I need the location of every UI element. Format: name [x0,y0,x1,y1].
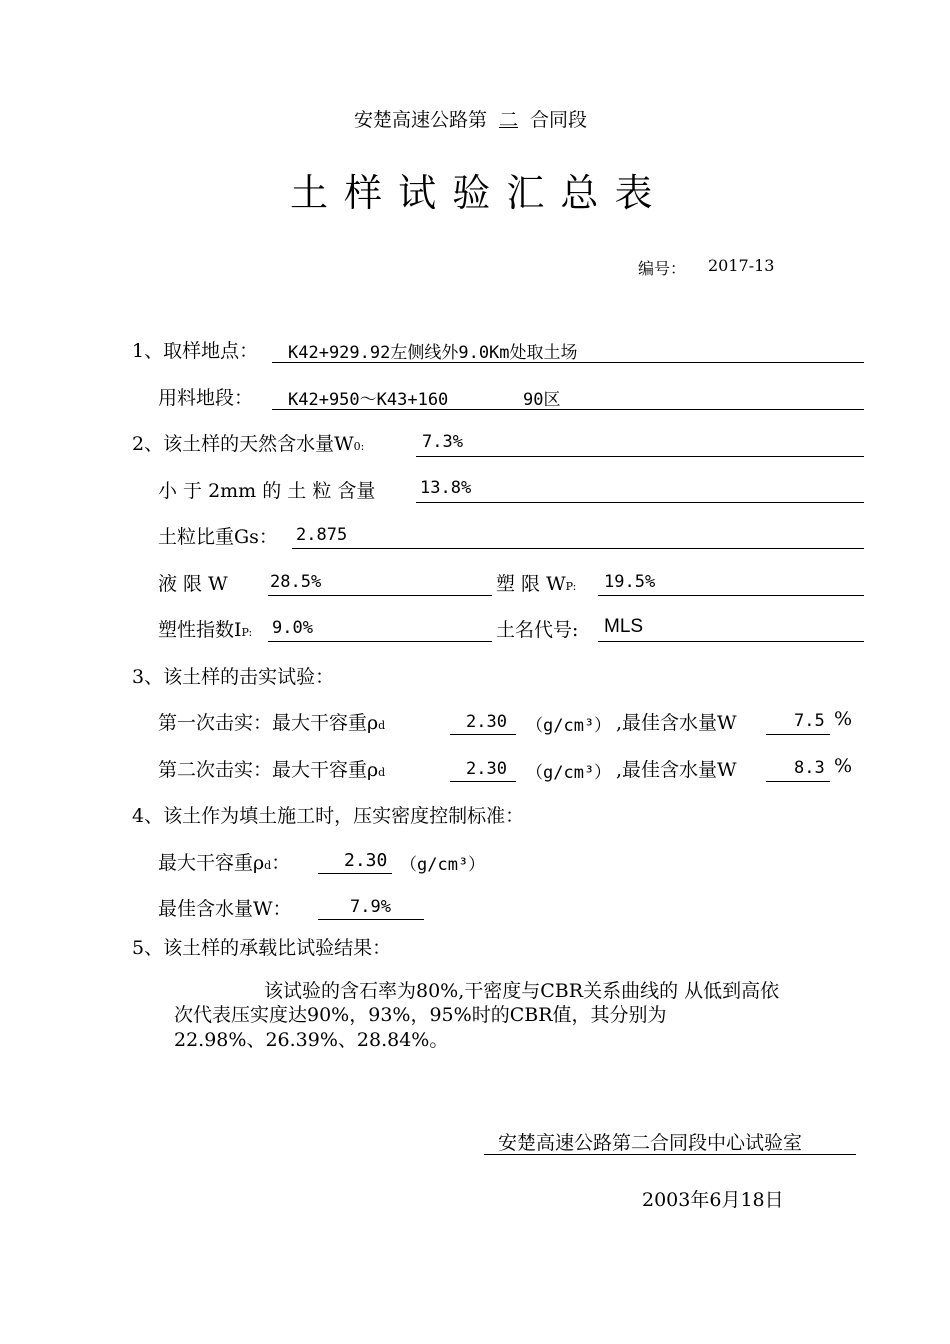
sampling-location-value: K42+929.92左侧线外9.0Km处取土场 [288,343,578,363]
natural-water-sub: 0: [353,440,365,453]
fill-density-label [158,848,290,875]
underline [598,595,864,596]
compaction-2-pct: % [834,755,853,777]
plastic-limit-value: 19.5% [604,572,656,592]
compaction-test-label: 3、该土样的击实试验： [132,666,335,688]
fill-water-value: 7.9% [350,897,391,917]
compaction-1-water-value: 7.5 [794,711,825,731]
underline [450,781,516,782]
underline [318,873,392,874]
natural-water-label-text: 2、该土样的天然含水量W [132,433,354,455]
underline [292,548,864,549]
soil-code-label: 土名代号: [496,619,579,641]
fill-water-label: 最佳含水量W： [158,898,292,920]
plastic-limit-label-text: 塑 限 W [496,573,566,595]
plastic-limit-label [496,569,576,596]
plasticity-index-value: 9.0% [272,618,313,638]
fill-density-value: 2.30 [344,850,388,871]
fill-density-unit: （g/cm³） [400,855,486,875]
natural-water-value: 7.3% [422,432,463,452]
compaction-2-sub: d [378,766,386,779]
liquid-limit-label: 液 限 W [158,573,228,595]
cbr-text-line-1: 该试验的含石率为80%,干密度与CBR关系曲线的 从低到高依 [264,980,780,1002]
underline [272,409,864,410]
fine-content-label: 小 于 2mm 的 土 粒 含量 [158,480,376,502]
fill-density-sub: d [264,859,272,872]
compaction-row-2 [158,755,385,782]
lab-name: 安楚高速公路第二合同段中心试验室 [498,1132,803,1154]
cbr-text-line-2: 次代表压实度达90%，93%，95%时的CBR值，其分别为 [174,1004,667,1026]
fill-density-colon: ： [271,852,291,874]
project-prefix: 安楚高速公路第 [354,109,488,131]
natural-water-label [132,429,364,456]
report-date: 2003年6月18日 [642,1189,784,1211]
liquid-limit-value: 28.5% [270,572,322,592]
compaction-1-pct: % [834,708,853,730]
compaction-1-sub: d [378,719,386,732]
underline [484,1154,856,1155]
soil-code-value: MLS [604,616,644,637]
project-suffix: 合同段 [530,109,588,131]
underline [416,502,864,503]
section-number: 二 [499,109,519,131]
underline [416,456,864,457]
underline [272,362,864,363]
underline [598,641,864,642]
cbr-label: 5、该土样的承载比试验结果： [132,937,392,959]
fill-density-label-text: 最大干容重ρ [158,852,265,874]
underline [766,734,830,735]
compaction-2-water-value: 8.3 [794,758,825,778]
plasticity-index-sub: P: [241,626,253,639]
compaction-2-density: 2.30 [466,759,507,779]
compaction-1-density: 2.30 [466,712,507,732]
page-title: 土 样 试 验 汇 总 表 [290,171,655,215]
cbr-text-line-3: 22.98%、26.39%、28.84%。 [174,1029,449,1051]
underline [318,919,424,920]
project-heading [354,105,587,132]
usage-section-value: K42+950～K43+160 [288,390,449,410]
compaction-row-1 [158,708,385,735]
usage-section-label: 用料地段： [158,387,254,409]
underline [766,781,830,782]
plasticity-index-label-text: 塑性指数I [158,619,242,641]
compaction-2-prefix: 第二次击实：最大干容重ρ [158,759,379,781]
gs-value: 2.875 [296,525,348,545]
compaction-2-unit: （g/cm³） [526,763,612,783]
sampling-location-label: 1、取样地点： [132,340,259,362]
usage-zone: 90区 [523,390,561,410]
compaction-1-water-label: ,最佳含水量W [616,712,737,734]
compaction-1-prefix: 第一次击实：最大干容重ρ [158,712,379,734]
underline [450,734,516,735]
number-value: 2017-13 [708,256,775,275]
fine-content-value: 13.8% [420,478,472,498]
plasticity-index-label [158,615,252,642]
compaction-2-water-label: ,最佳含水量W [616,759,737,781]
plastic-limit-sub: P: [565,580,577,593]
gs-label: 土粒比重Gs： [158,526,278,548]
compaction-1-unit: （g/cm³） [526,716,612,736]
underline [268,595,492,596]
fill-standard-label: 4、该土作为填土施工时，压实密度控制标准： [132,805,525,827]
underline [268,641,492,642]
number-label: 编号： [638,259,687,278]
